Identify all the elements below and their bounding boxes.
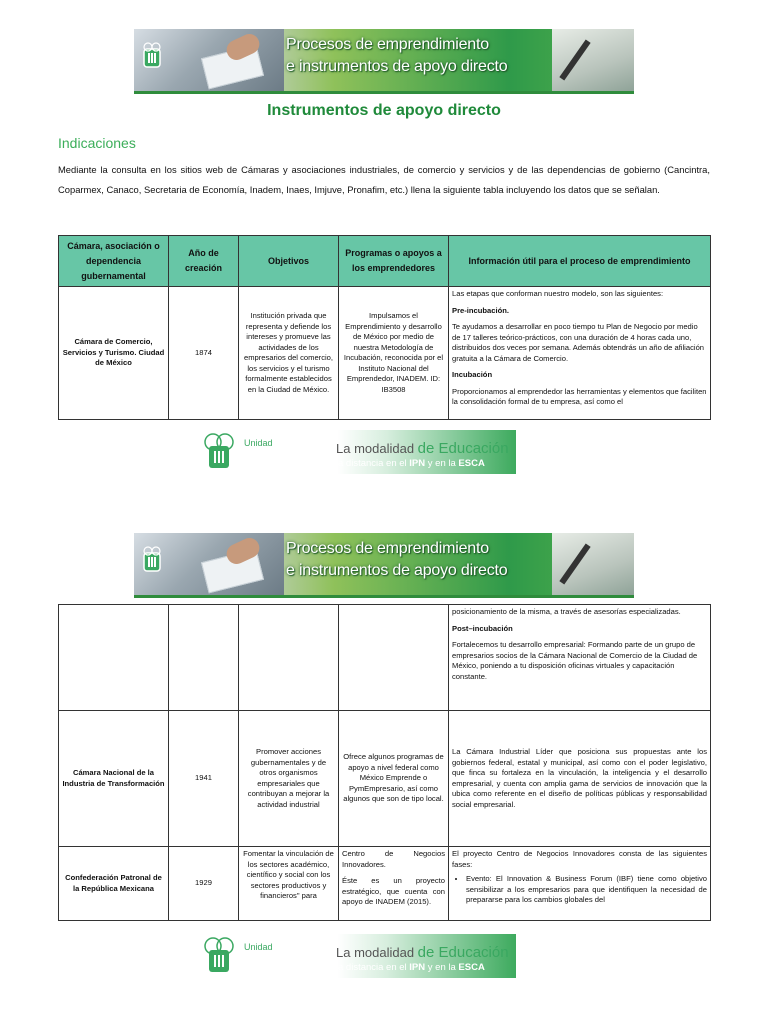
footer-modalidad: La modalidad de Educación (336, 440, 509, 457)
banner-title-line1: Procesos de emprendimiento (286, 540, 489, 557)
table-row (59, 847, 711, 921)
page-title: Instrumentos de apoyo directo (267, 102, 501, 119)
footer-banner (198, 430, 516, 474)
cell-anio: 1874 (169, 287, 239, 420)
ipn-logo-icon (200, 432, 238, 472)
banner-title-line2: e instrumentos de apoyo directo (286, 58, 508, 75)
cell-objetivos: Promover acciones gubernamentales y de otros organismos empresariales que contribuyan a mejorar la actividad industrial (239, 711, 339, 847)
info-text: Centro de Negocios Innovadores. (342, 849, 445, 869)
support-table (58, 235, 711, 420)
info-text: Las etapas que conforman nuestro modelo, son las siguientes: (452, 289, 664, 298)
table-row (59, 711, 711, 847)
header-banner (134, 29, 634, 94)
ipn-logo-icon (138, 41, 166, 71)
cell-informacion (449, 605, 711, 711)
info-text: posicionamiento de la misma, a través de asesorías especializadas. (452, 607, 681, 616)
info-subheading: Pre-incubación. (452, 305, 509, 315)
table-header-row (59, 236, 711, 287)
cell-objetivos: Institución privada que representa y defiende los intereses y promueve las actividades de los empresarios del comercio, los servicios y el turismo formalmente establecidos en la Ciudad de México. (239, 287, 339, 420)
footer-modalidad: La modalidad de Educación (336, 944, 509, 961)
cell-camara: Confederación Patronal de la República Mexicana (59, 847, 169, 921)
header-camara: Cámara, asociación o dependencia gubernamental (59, 236, 169, 287)
header-anio: Año de creación (169, 236, 239, 287)
header-informacion: Información útil para el proceso de emprendimiento (449, 236, 711, 287)
info-text: El proyecto Centro de Negocios Innovadores consta de las siguientes fases: (452, 849, 707, 869)
info-text: Éste es un proyecto estratégico, que cuenta con apoyo de INADEM (2015). (342, 876, 445, 906)
footer-banner (198, 934, 516, 978)
footer-unidad: Unidad (244, 438, 273, 448)
banner-title-line1: Procesos de emprendimiento (286, 36, 489, 53)
cell-programas: Ofrece algunos programas de apoyo a nivel federal como México Emprende o PymEmpresario, así como algunos que son de tipo local. (339, 711, 449, 847)
info-subheading: Post–incubación (452, 623, 513, 633)
table-row (59, 605, 711, 711)
info-bullet: • Evento: El Innovation & Business Forum (IBF) tiene como objetivo sensibilizar a los empresarios para que identifiquen la necesidad de prepararse para los cambios globales del (466, 874, 707, 906)
cell-informacion: La Cámara Industrial Líder que posiciona sus propuestas ante los gobiernos federal, estatal y municipal, así como con el poder legislativo, que finca su fortaleza en la vinculación, la inteligencia y el desarrollo empresarial, y cuenta con amplia gama de servicios de innovación que la ubica como referente en el diseño de políticas públicas y responsabilidad social empresarial. (449, 711, 711, 847)
table-row (59, 287, 711, 420)
info-text: Fortalecemos tu desarrollo empresarial: Formando parte de un grupo de empresarios socios de la Cámara Nacional de Comercio de la Ciudad de México, poniendo a tu disposición oficinas virtuales y capacitación constante. (452, 640, 698, 681)
ipn-logo-icon (200, 936, 238, 976)
cell-programas: Impulsamos el Emprendimiento y desarrollo de México por medio de nuestra Metodología de Incubación, reconocida por el Instituto Nacional del Emprendedor, INADEM. ID: IB3508 (339, 287, 449, 420)
cell-camara: Cámara Nacional de la Industria de Transformación (59, 711, 169, 847)
footer-unidad: Unidad (244, 942, 273, 952)
section-heading: Indicaciones (58, 135, 136, 151)
intro-paragraph: Mediante la consulta en los sitios web de Cámaras y asociaciones industriales, de comercio y servicios y de las dependencias de gobierno (Cancintra, Coparmex, Canaco, Secretaria de Economía, Inadem, Inaes, Imjuve, Pronafim, etc.) llena la siguiente tabla incluyendo los datos que se señalan. (58, 164, 710, 195)
cell-objetivos: Fomentar la vinculación de los sectores académico, científico y social con los sectores productivos y financieros" para (239, 847, 339, 921)
cell-anio: 1929 (169, 847, 239, 921)
footer-distancia: a distancia en el IPN y en la ESCA (338, 458, 485, 469)
header-banner (134, 533, 634, 598)
cell-informacion (449, 847, 711, 921)
cell-anio: 1941 (169, 711, 239, 847)
header-objetivos: Objetivos (239, 236, 339, 287)
support-table-continued (58, 604, 711, 921)
ipn-logo-icon (138, 545, 166, 575)
info-text: Proporcionamos al emprendedor las herramientas y elementos que faciliten la consolidación formal de tu empresa, así como el (452, 386, 707, 406)
banner-title-line2: e instrumentos de apoyo directo (286, 562, 508, 579)
header-programas: Programas o apoyos a los emprendedores (339, 236, 449, 287)
cell-camara: Cámara de Comercio, Servicios y Turismo. Ciudad de México (59, 287, 169, 420)
cell-informacion (449, 287, 711, 420)
banner-pen-graphic (552, 533, 634, 595)
banner-pen-graphic (552, 29, 634, 91)
footer-distancia: a distancia en el IPN y en la ESCA (338, 962, 485, 973)
cell-programas (339, 847, 449, 921)
info-subheading: Incubación (452, 370, 493, 379)
info-text: Te ayudamos a desarrollar en poco tiempo tu Plan de Negocio por medio de 17 talleres teórico-prácticos, con una duración de 4 horas cada uno, distribuidos dos veces por semana. Además obtendrás un año de afiliación gratuita a la Cámara de Comercio. (452, 322, 705, 363)
